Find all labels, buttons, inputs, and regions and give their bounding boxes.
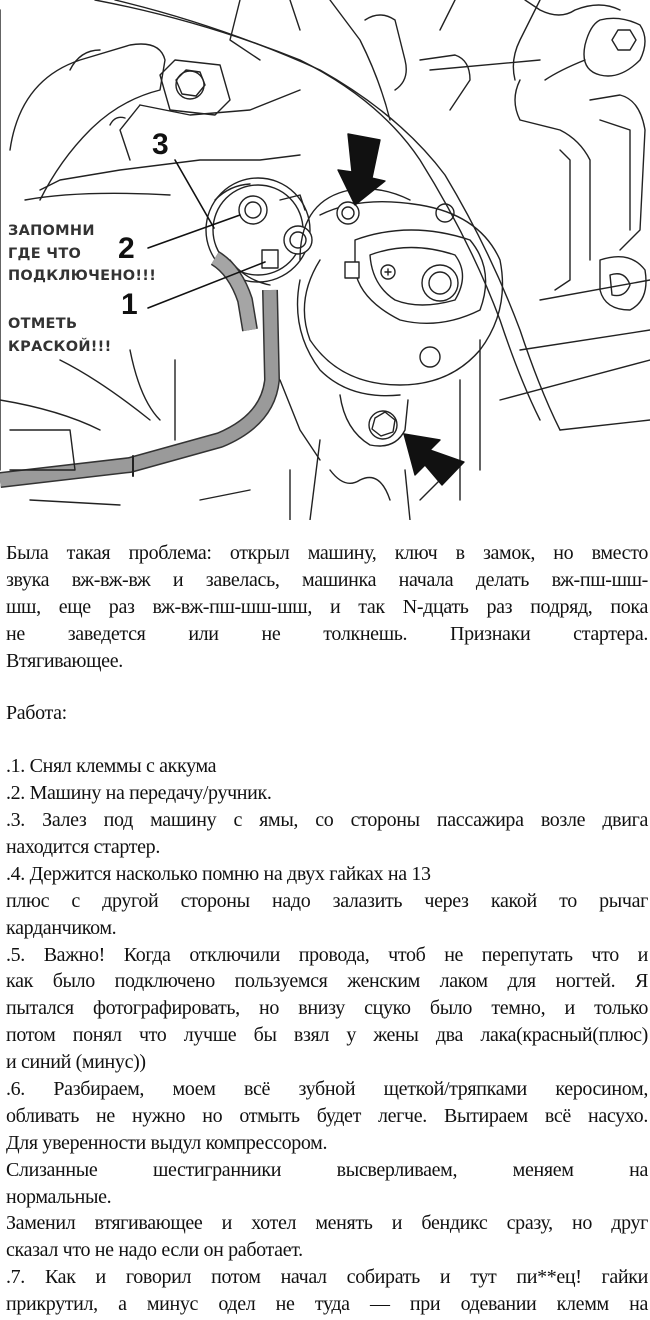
starter-motor bbox=[298, 189, 503, 446]
callout-3: 3 bbox=[152, 128, 169, 161]
step-line: .1. Снял клеммы с аккума bbox=[6, 755, 217, 778]
upper-bolt bbox=[160, 60, 230, 115]
text-line: не заведется или не толкнешь. Признаки стартера. bbox=[6, 622, 648, 645]
step-line: .5. Важно! Когда отключили провода, чтоб не перепутать что и bbox=[6, 943, 648, 966]
step-line: потом понял что лучше бы взял у жены два лака(красный(плюс) bbox=[6, 1024, 648, 1047]
callout-1: 1 bbox=[121, 288, 138, 321]
step-line: Для уверенности выдул компрессором. bbox=[6, 1131, 328, 1154]
step-line: обливать не нужно но отмыть будет легче. Вытираем всё насухо. bbox=[6, 1104, 648, 1127]
step-line: .4. Держится насколько помню на двух гайках на 13 bbox=[6, 862, 431, 885]
step-line: и синий (минус)) bbox=[6, 1051, 146, 1074]
work-heading: Работа: bbox=[6, 702, 67, 725]
step-line: Заменил втягивающее и хотел менять и бендикс сразу, но друг bbox=[6, 1212, 648, 1235]
text-line: шш, еще раз вж-вж-пш-шш-шш, и так N-дцать раз подряд, пока bbox=[6, 595, 648, 618]
text-line: Втягивающее. bbox=[6, 649, 123, 672]
step-line: карданчиком. bbox=[6, 916, 117, 939]
callout-2-leader bbox=[148, 215, 240, 248]
step-line: нормальные. bbox=[6, 1185, 112, 1208]
text-line: Была такая проблема: открыл машину, ключ в замок, но вместо bbox=[6, 542, 648, 564]
callout-3-leader bbox=[175, 160, 214, 228]
text-line: звука вж-вж-вж и завелась, машинка начала делать вж-пш-шш- bbox=[6, 568, 648, 591]
step-line: .6. Разбираем, моем всё зубной щеткой/тряпками керосином, bbox=[6, 1078, 648, 1101]
article-body bbox=[6, 540, 648, 1318]
step-line: сказал что не надо если он работает. bbox=[6, 1239, 303, 1262]
starter-diagram bbox=[0, 0, 650, 520]
intro-paragraph bbox=[6, 540, 648, 674]
remember-connections-note: ЗАПОМНИ ГДЕ ЧТО ПОДКЛЮЧЕНО!!! bbox=[8, 223, 157, 284]
step-line: как было подключено пользуемся женским лаком для ногтей. Я bbox=[6, 970, 648, 993]
mounting-bolt-top-arrow bbox=[338, 134, 385, 205]
steps-list bbox=[6, 753, 648, 1318]
callout-2: 2 bbox=[118, 232, 135, 265]
step-line: плюс с другой стороны надо залазить через какой то рычаг bbox=[6, 889, 648, 912]
mounting-bolt-bottom-arrow bbox=[404, 434, 464, 485]
step-line: пытался фотографировать, но внизу сцуко было темно, и только bbox=[6, 997, 648, 1020]
mark-with-paint-note: ОТМЕТЬ КРАСКОЙ!!! bbox=[8, 316, 112, 355]
step-line: .3. Залез под машину с ямы, со стороны пассажира возле двига bbox=[6, 809, 648, 832]
step-line: прикрутил, а минус одел не туда — при одевании клемм на bbox=[6, 1293, 648, 1316]
step-line: .2. Машину на передачу/ручник. bbox=[6, 782, 272, 805]
step-line: .7. Как и говорил потом начал собирать и тут пи**ец! гайки bbox=[6, 1266, 648, 1289]
step-line: находится стартер. bbox=[6, 836, 160, 859]
step-line: Слизанные шестигранники высверливаем, меняем на bbox=[6, 1158, 648, 1181]
